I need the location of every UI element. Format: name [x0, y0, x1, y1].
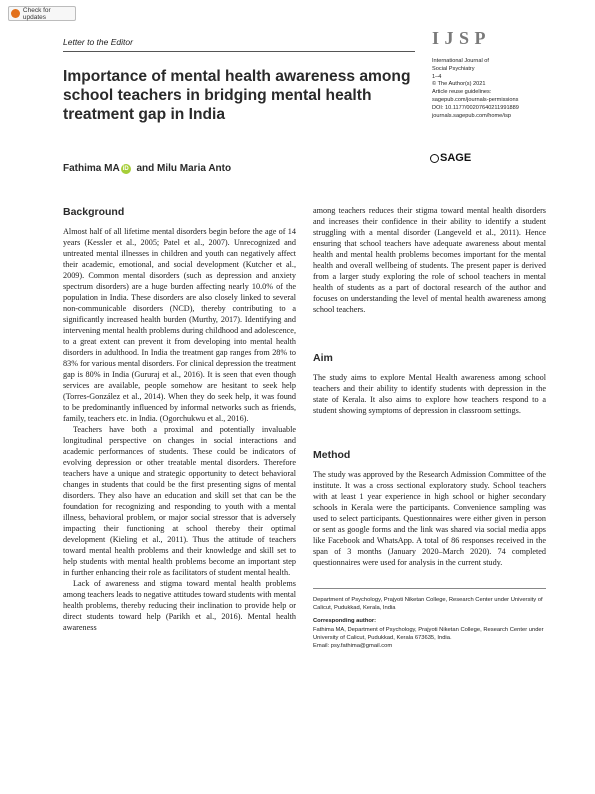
paragraph: The study aims to explore Mental Health awareness among school teachers and their ability to identify students with depression in the state of Kerala. It also aims to explore how teachers respond to a student showing symptoms of depression in classroom settings. — [313, 373, 546, 415]
journal-info-line: Social Psychiatry — [432, 65, 475, 72]
corresponding-author-details: Fathima MA, Department of Psychology, Prajyoti Niketan College, Research Center under University of Calicut, Pudukkad, Kerala 673635, India. — [313, 626, 544, 641]
publisher-logo-text: SAGE — [440, 152, 472, 164]
paragraph: Teachers have both a proximal and potentially invaluable longitudinal perspective on changes in social interactions and academic performances of students. These could be indicators of evolving depression or other treatable mental disorders. Therefore teachers have a unique and strategic opportunity to detect behavioral changes in students that could be the first presenting signs of mental disorders. They also have an education and skill set that can be the foundation for recognizing and responding to youth with a mental illness, behavioral problem, or major social stressor that is adversely impacting their functioning at school thereby their optimal development (Kieling et al., 2011). Thus the attitude of teachers toward mental health problems and their knowledge and skill set to help students with mental health problems become an important step in further enhancing their role as facilitators of student mental health. — [63, 425, 296, 577]
author-name: Milu Maria Anto — [157, 163, 232, 174]
aim-body — [313, 372, 546, 416]
section-heading-method: Method — [313, 449, 351, 461]
paragraph: Almost half of all lifetime mental disorders begin before the age of 14 years (Kessler et al., 2005; Patel et al., 2007). Unrecognized and untreated mental illnesses in children and youth can negatively affect their academic, emotional, and social development (Kutcher et al., 2009). Common mental disorders (such as depression and anxiety spectrum disorders) are a huge burden affecting nearly 10.0% of the population in India. These disorders are also closely linked to several non-communicable disorders (NCD), thereby contributing to a significantly increased health burden (Murthy, 2017). Identifying and intervening mental health problems during childhood and adolescence, to a great extent can prevent it from developing into mental health disorders in adulthood. In India the treatment gap ranges from 28% to 83% for various mental disorders. For clinical depression the treatment gap is 80% in India (Gururaj et al., 2016). It is seen that even though services are available, people somehow are hesitant to seek help (Torres-González et al., 2014). When they do seek help, it was found to be predominantly influenced by informal networks such as friends, family, teachers etc. in India. (Ogorchukwu et al., 2016). — [63, 227, 296, 423]
journal-info-line: Article reuse guidelines: — [432, 89, 492, 96]
check-for-updates-badge[interactable] — [8, 6, 76, 21]
journal-info-line: International Journal of — [432, 58, 489, 64]
paragraph: Lack of awareness and stigma toward mental health problems among teachers leads to negative attitudes toward students with mental health problems, thereby reducing their inclination to provide help or direct students toward help (Parikh et al., 2016). Mental health awareness — [63, 579, 296, 632]
update-icon — [11, 9, 20, 18]
corresponding-email[interactable]: Email: psy.fathima@gmail.com — [313, 643, 393, 650]
right-column-continued — [313, 205, 546, 315]
left-column-body — [63, 226, 296, 633]
check-for-updates-label: Check for updates — [22, 6, 51, 21]
article-type: Letter to the Editor — [63, 37, 133, 47]
section-heading-background: Background — [63, 206, 125, 218]
journal-info-link[interactable]: journals.sagepub.com/home/isp — [432, 112, 511, 119]
orcid-icon[interactable]: iD — [122, 165, 129, 172]
publisher-logo — [430, 152, 471, 164]
journal-info-line: 1–4 — [432, 73, 442, 80]
footnote — [313, 596, 549, 650]
author-separator: and — [133, 163, 158, 174]
journal-info-line: © The Author(s) 2021 — [432, 81, 486, 88]
corresponding-author-heading: Corresponding author: — [313, 618, 377, 625]
header-rule — [63, 51, 415, 52]
article-title: Importance of mental health awareness among school teachers in bridging mental health treatment gap in India — [63, 68, 411, 123]
author-line — [63, 163, 231, 174]
affiliation: Department of Psychology, Prajyoti Niketan College, Research Center under University of Calicut, Pudukkad, Kerala, India — [313, 597, 543, 612]
method-body — [313, 469, 546, 568]
section-heading-aim: Aim — [313, 352, 333, 364]
journal-info-link[interactable]: sagepub.com/journals-permissions — [432, 96, 519, 103]
journal-info-doi[interactable]: DOI: 10.1177/00207640211991889 — [432, 104, 519, 111]
author-name: Fathima MA — [63, 163, 120, 174]
journal-info — [432, 58, 582, 120]
paragraph: The study was approved by the Research Admission Committee of the institute. It was a cross sectional exploratory study. School teachers with at least 1 year experience in high school or higher secondary schools in Kerala were the participants. Convenience sampling was used to select participants. Questionnaires were either given in person or sent as google forms and the link was shared via social media apps like Facebook and WhatsApp. A total of 86 responses received in the span of 3 months (January 2020–March 2020). 74 completed questionnaires were used for analysis in the current study. — [313, 470, 546, 567]
paragraph: among teachers reduces their stigma toward mental health disorders and increases their confidence in their ability to identify a student struggling with a mental disorder (Langeveld et al., 2011). Hence ensuring that school teachers have adequate awareness about mental health and mental health problems becomes important for the mental health and overall wellbeing of students. The present paper is derived from a larger study exploring the role of school teachers in mental health of students as a part of doctoral research of the author and focuses on understanding the level of mental health awareness among school teachers. — [313, 206, 546, 314]
footnote-rule — [313, 588, 546, 589]
sage-mark-icon — [430, 154, 439, 163]
journal-logo: I J S P — [432, 28, 487, 48]
